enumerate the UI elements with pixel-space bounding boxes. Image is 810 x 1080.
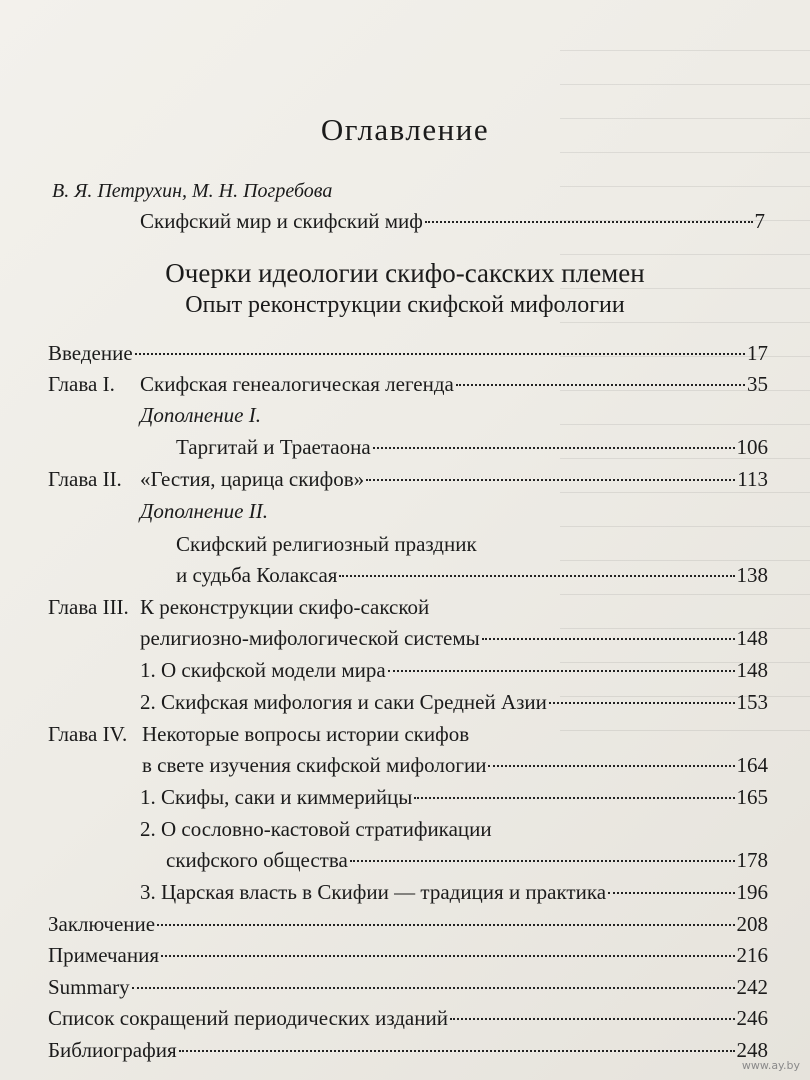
- essay-title: Скифский мир и скифский миф: [140, 209, 423, 233]
- dot-leader: [366, 479, 735, 481]
- dot-leader: [549, 702, 735, 704]
- toc-text: Некоторые вопросы истории скифов: [142, 722, 470, 746]
- dot-leader: [157, 924, 734, 926]
- toc-entry: [48, 785, 768, 817]
- book-title: Очерки идеологии скифо-сакских племен: [165, 258, 645, 288]
- toc-entry: [48, 467, 768, 499]
- toc-label: Введение: [48, 341, 133, 365]
- toc-text: Дополнение II.: [140, 499, 268, 523]
- page-number: 148: [736, 658, 768, 682]
- authors: В. Я. Петрухин, М. Н. Погребова: [52, 180, 333, 202]
- page-number: 248: [736, 1038, 768, 1062]
- page-number: 165: [736, 785, 768, 809]
- dot-leader: [388, 670, 735, 672]
- toc-entry: [48, 753, 768, 785]
- toc-text: Таргитай и Траетаона: [176, 435, 371, 459]
- page-number: 35: [747, 372, 768, 396]
- page-number: 148: [736, 626, 768, 650]
- dot-leader: [350, 860, 735, 862]
- toc-entry-essay: [140, 209, 765, 234]
- toc-entry: [48, 1006, 768, 1038]
- toc-text: 2. Скифская мифология и саки Средней Азии: [140, 690, 547, 714]
- page-number: 113: [737, 467, 768, 491]
- toc-text: К реконструкции скифо-сакской: [140, 595, 430, 619]
- toc-label: Список сокращений периодических изданий: [48, 1006, 448, 1030]
- book-subtitle: Опыт реконструкции скифской мифологии: [185, 292, 625, 318]
- dot-leader: [456, 384, 745, 386]
- toc-entry: [48, 690, 768, 722]
- dot-leader: [425, 221, 753, 223]
- toc-entry: [48, 532, 768, 564]
- toc-entry: [48, 372, 768, 404]
- toc-entry: [48, 626, 768, 658]
- dot-leader: [414, 797, 734, 799]
- toc-text: Скифская генеалогическая легенда: [140, 372, 454, 396]
- toc-entry: [48, 880, 768, 912]
- page-number: 246: [736, 1006, 768, 1030]
- toc-text: 1. О скифской модели мира: [140, 658, 386, 682]
- page-title: Оглавление: [320, 112, 490, 147]
- page-number: 216: [736, 943, 768, 967]
- page-number: 164: [736, 753, 768, 777]
- toc-text: в свете изучения скифской мифологии: [142, 753, 487, 777]
- page-number: 106: [736, 435, 768, 459]
- toc-text: 2. О сословно-кастовой стратификации: [140, 817, 492, 841]
- page-number: 208: [736, 912, 768, 936]
- dot-leader: [373, 447, 735, 449]
- page-number: 138: [736, 563, 768, 587]
- toc-label: Примечания: [48, 943, 160, 967]
- page-number: 178: [736, 848, 768, 872]
- toc-entry: [48, 435, 768, 467]
- toc-entry: [48, 817, 768, 849]
- page-number: 153: [736, 690, 768, 714]
- chapter-label: Глава I.: [48, 372, 115, 396]
- page-number: 242: [736, 975, 768, 999]
- toc-text: 1. Скифы, саки и киммерийцы: [140, 785, 413, 809]
- toc-entry: [48, 403, 768, 435]
- toc-entry: [48, 943, 768, 975]
- dot-leader: [161, 955, 734, 957]
- toc-text: «Гестия, царица скифов»: [140, 467, 365, 491]
- toc-text: Скифский религиозный праздник: [176, 532, 477, 556]
- dot-leader: [482, 638, 735, 640]
- toc-label: Summary: [48, 975, 130, 999]
- dot-leader: [339, 575, 734, 577]
- chapter-label: Глава II.: [48, 467, 122, 491]
- toc-entry: [48, 595, 768, 627]
- toc-text: религиозно-мифологической системы: [140, 626, 480, 650]
- toc-entry: [48, 658, 768, 690]
- dot-leader: [135, 353, 745, 355]
- dot-leader: [179, 1050, 735, 1052]
- toc-label: Заключение: [48, 912, 156, 936]
- dot-leader: [132, 987, 735, 989]
- toc-entry: [48, 499, 768, 531]
- chapter-label: Глава III.: [48, 595, 129, 619]
- toc-entry: [48, 1038, 768, 1070]
- toc-text: Дополнение I.: [140, 403, 261, 427]
- page-number: 196: [736, 880, 768, 904]
- toc-entry: [48, 722, 768, 754]
- toc-entry: [48, 341, 768, 373]
- toc-label: Библиография: [48, 1038, 177, 1062]
- toc-text: скифского общества: [166, 848, 348, 872]
- toc-text: 3. Царская власть в Скифии — традиция и практика: [140, 880, 607, 904]
- chapter-label: Глава IV.: [48, 722, 128, 746]
- toc-entry: [48, 975, 768, 1007]
- dot-leader: [608, 892, 734, 894]
- page-number: 7: [754, 209, 765, 233]
- toc-entry: [48, 848, 768, 880]
- dot-leader: [488, 765, 734, 767]
- dot-leader: [450, 1018, 735, 1020]
- toc-text: и судьба Колаксая: [176, 563, 338, 587]
- toc-entry: [48, 563, 768, 595]
- watermark: www.ay.by: [741, 1059, 800, 1072]
- toc-entry: [48, 912, 768, 944]
- page-number: 17: [747, 341, 768, 365]
